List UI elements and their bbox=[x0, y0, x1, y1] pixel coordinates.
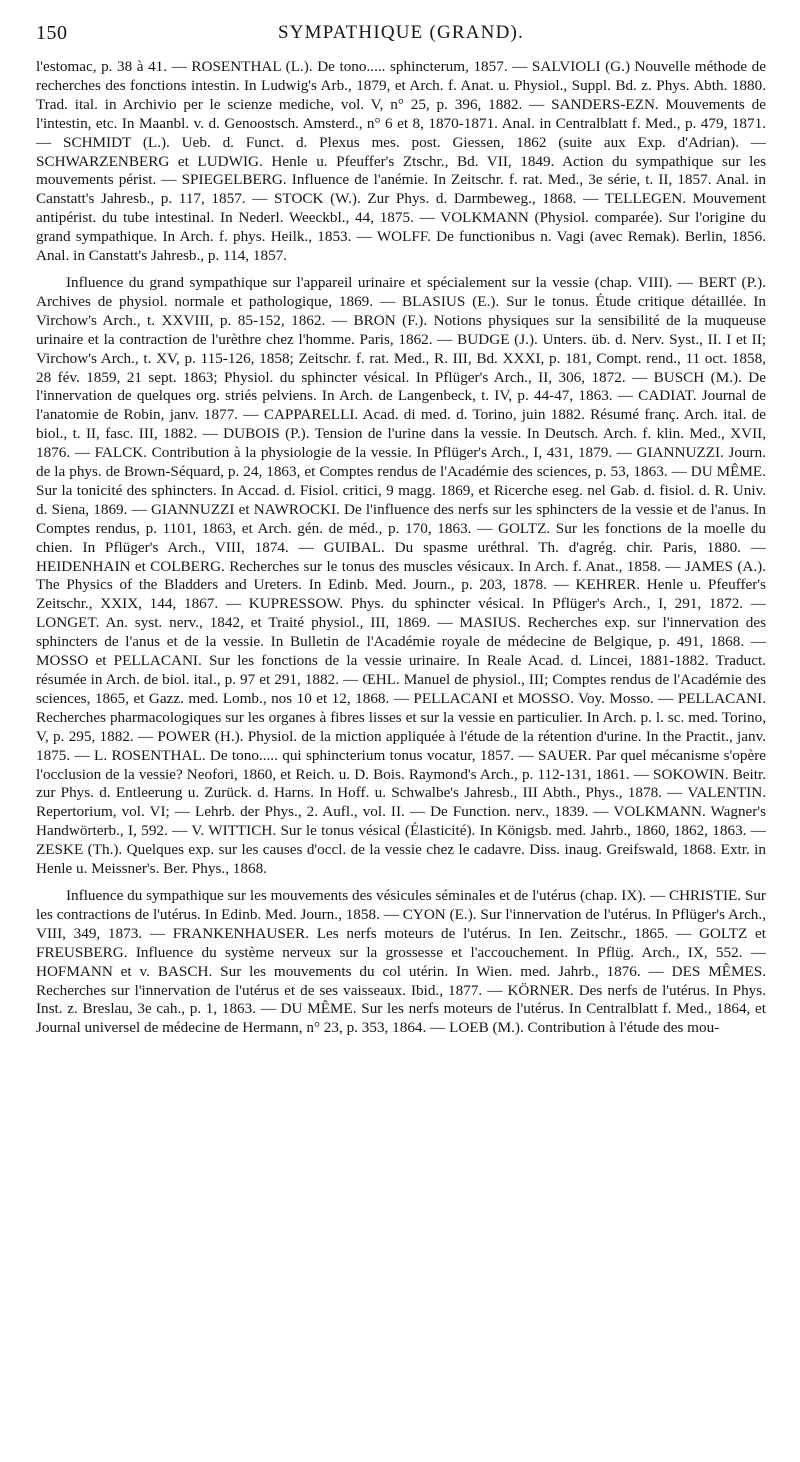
bibliography-paragraph-bladder: Influence du grand sympathique sur l'appareil urinaire et spécialement sur la vessie (chap. VIII). — BERT (P.). Archives de physiol. normale et pathologique, 1869. — BLASIUS (E.). Sur le tonus. Étude critique détaillée. In Virchow's Arch., t. XXVIII, p. 85-152, 1862. — BRON (F.). Notions physiques sur la sensibilité de la muqueuse urinaire et la contraction de l'urèthre chez l'homme. Paris, 1862. — BUDGE (J.). Unters. üb. d. Nerv. Syst., II. I et II; Virchow's Arch., t. XV, p. 115-126, 1858; Zeitschr. f. rat. Med., R. III, Bd. XXXI, p. 181, Compt. rend., 11 oct. 1858, 28 fév. 1859, 21 sept. 1863; Physiol. du sphincter vésical. In Pflüger's Arch., II, 306, 1872. — BUSCH (M.). De l'innervation de quelques org. striés pelviens. In Arch. de Langenbeck, t. IV, p. 44-47, 1863. — CADIAT. Journal de l'anatomie de Robin, janv. 1877. — CAPPARELLI. Acad. di med. d. Torino, juin 1882. Résumé franç. Arch. ital. de biol., t. II, fasc. III, 1882. — DUBOIS (P.). Tension de l'urine dans la vessie. In Deutsch. Arch. f. klin. Med., XVII, 1876. — FALCK. Contribution à la physiologie de la vessie. In Pflüger's Arch., I, 431, 1879. — GIANNUZZI. Journ. de la phys. de Brown-Séquard, p. 24, 1863, et Comptes rendus de l'Académie des sciences, p. 53, 1863. — DU MÊME. Sur la tonicité des sphincters. In Accad. d. Fisiol. critici, 9 magg. 1869, et Ricerche eseg. nel Gab. d. fisiol. d. R. Univ. d. Siena, 1869. — GIANNUZZI et NAWROCKI. De l'influence des nerfs sur les sphincters de la vessie et de l'anus. In Comptes rendus, p. 1101, 1863, et Arch. gén. de méd., p. 170, 1863. — GOLTZ. Sur les fonctions de la moelle du chien. In Pflüger's Arch., VIII, 1874. — GUIBAL. Du spasme uréthral. Th. d'agrég. chir. Paris, 1880. — HEIDENHAIN et COLBERG. Recherches sur le tonus des muscles vésicaux. In Arch. f. Anat., 1858. — JAMES (A.). The Physics of the Bladders and Ureters. In Edinb. Med. Journ., p. 203, 1878. — KEHRER. Henle u. Pfeuffer's Zeitschr., XXIX, 144, 1867. — KUPRESSOW. Phys. du sphincter vésical. In Pflüger's Arch., I, 291, 1872. — LONGET. An. syst. nerv., 1842, et Traité physiol., III, 1869. — MASIUS. Recherches exp. sur l'innervation des sphincters de l'anus et de la vessie. In Bulletin de l'Académie royale de médecine de Belgique, p. 491, 1868. — MOSSO et PELLACANI. Sur les fonctions de la vessie urinaire. In Reale Acad. d. Lincei, 1881-1882. Traduct. résumée in Arch. de biol. ital., p. 97 et 291, 1882. — ŒHL. Manuel de physiol., III; Comptes rendus de l'Académie des sciences, 1865, et Gazz. med. Lomb., nos 10 et 12, 1868. — PELLACANI et MOSSO. Voy. Mosso. — PELLACANI. Recherches pharmacologiques sur les organes à fibres lisses et sur la vessie en particulier. In Arch. p. l. sc. med. Torino, V, p. 295, 1882. — POWER (H.). Physiol. de la miction appliquée à l'étude de la rétention d'urine. In the Practit., janv. 1875. — L. ROSENTHAL. De tono..... qui sphincterium tonus vocatur, 1857. — SAUER. Par quel mécanisme s'opère l'occlusion de la vessie? Neofori, 1860, et Reich. u. D. Bois. Raymond's Arch., p. 112-131, 1861. — SOKOWIN. Beitr. zur Phys. d. Entleerung u. Zurück. d. Harns. In Hoff. u. Schwalbe's Jahresb., III Abth., Phys., 1878. — VALENTIN. Repertorium, vol. VI; — Lehrb. der Phys., 2. Aufl., vol. II. — De Function. nerv., 1839. — VOLKMANN. Wagner's Handwörterb., I, 592. — V. WITTICH. Sur le tonus vésical (Élasticité). In Königsb. med. Jahrb., 1860, 1862, 1863. — ZESKE (Th.). Quelques exp. sur les causes d'occl. de la vessie chez le cadavre. Diss. inaug. Greifswald, 1868. Extr. in Henle u. Meissner's. Ber. Phys., 1868. bbox=[36, 273, 766, 878]
page-number: 150 bbox=[36, 22, 68, 44]
bibliography-paragraph-uterus: Influence du sympathique sur les mouvements des vésicules séminales et de l'utérus (chap. IX). — CHRISTIE. Sur les contractions de l'utérus. In Edinb. Med. Journ., 1858. — CYON (E.). Sur l'innervation de l'utérus. In Pflüger's Arch., VIII, 349, 1873. — FRANKENHAUSER. Les nerfs moteurs de l'utérus. In Ien. Zeitschr., 1865. — GOLTZ et FREUSBERG. Influence du système nerveux sur la grossesse et l'accouchement. In Pflüg. Arch., IX, 552. — HOFMANN et v. BASCH. Sur les mouvements du col utérin. In Wien. med. Jahrb., 1876. — DES MÊMES. Recherches sur l'innervation de l'utérus et de ses vaisseaux. Ibid., 1877. — KÖRNER. Des nerfs de l'utérus. In Phys. Inst. z. Breslau, 3e cah., p. 1, 1863. — DU MÊME. Sur les nerfs moteurs de l'utérus. In Centralblatt f. Med., 1864, et Journal universel de médecine de Hermann, n° 23, p. 353, 1864. — LOEB (M.). Contribution à l'étude des mou- bbox=[36, 886, 766, 1037]
page-header bbox=[36, 22, 766, 52]
running-head: SYMPATHIQUE (GRAND). bbox=[277, 22, 525, 43]
bibliography-paragraph-intestine: l'estomac, p. 38 à 41. — ROSENTHAL (L.). De tono..... sphincterum, 1857. — SALVIOLI (G.) Nouvelle méthode de recherches des fonctions intestin. In Ludwig's Arb., 1879, et Arch. f. Anat. u. Physiol., Suppl. Bd. z. Phys. Abth. 1880. Trad. ital. in Archivio per le scienze mediche, vol. V, n° 25, p. 396, 1882. — SANDERS-EZN. Mouvements de l'intestin, etc. In Maanbl. v. d. Genoostsch. Amsterd., n° 6 et 8, 1870-1871. Anal. in Centralblatt f. Med., p. 479, 1871. — SCHMIDT (L.). Ueb. d. Funct. d. Plexus mes. post. Giessen, 1862 (suite aux Exp. d'Adrian). — SCHWARZENBERG et LUDWIG. Henle u. Pfeuffer's Ztschr., Bd. VII, 1849. Action du sympathique sur les mouvements périst. — SPIEGELBERG. Influence de l'anémie. In Zeitschr. f. rat. Med., 3e série, t. II, 1857. Anal. in Canstatt's Jahresb., p. 117, 1857. — STOCK (W.). Zur Phys. d. Darmbeweg., 1868. — TELLEGEN. Mouvement antipérist. du tube intestinal. In Nederl. Weeckbl., 44, 1875. — VOLKMANN (Physiol. comparée). Sur l'origine du grand sympathique. In Arch. f. phys. Heilk., 1853. — WOLFF. De functionibus n. Vagi (avec Remak). Berlin, 1856. Anal. in Canstatt's Jahresb., p. 114, 1857. bbox=[36, 58, 766, 265]
